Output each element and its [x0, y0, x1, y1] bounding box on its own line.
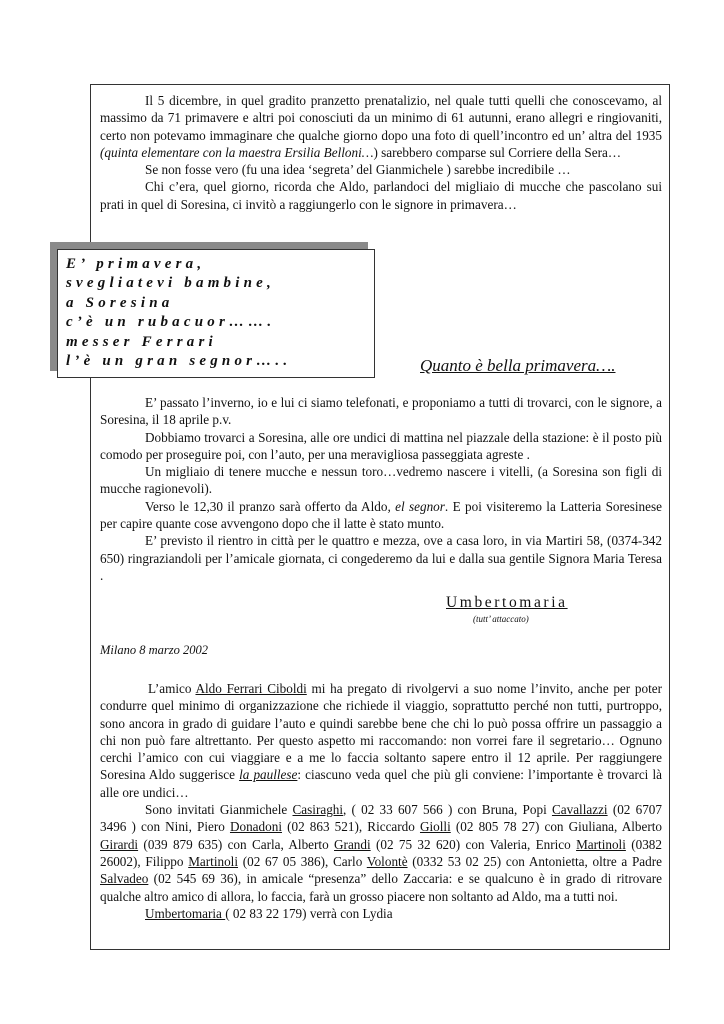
invite-paragraph-3: Un migliaio di tenere mucche e nessun toro…vedremo nascere i vitelli, (a Soresina son figli di mucche ragionevoli).: [100, 464, 662, 497]
invitee-text: (02 545 69 36), in amicale “presenza” dello Zaccaria: e se qualcuno è in grado di ritrovare qualche altro amico di allora, lo faccia, farà un grosso piacere non soltanto ad Aldo, ma a tutti noi.: [100, 871, 662, 904]
signature-note: (tutt’ attaccato): [473, 614, 529, 624]
signature: Umbertomaria: [446, 594, 568, 611]
poem-line: messer Ferrari: [66, 333, 217, 350]
invitee-surname: Martinoli: [576, 836, 626, 852]
invitee-surname: Cavallazzi: [551, 802, 608, 818]
invitee-text: (0332 53 02 25) con Antonietta, oltre a Padre: [407, 853, 662, 869]
intro-section: [100, 92, 662, 213]
poem-line: E’ primavera,: [66, 256, 206, 272]
letter-paragraph-1: L’amico Aldo Ferrari Ciboldi mi ha pregato di rivolgervi a suo nome l’invito, anche per poter condurre quel minimo di organizzazione che richiede il viaggio, soprattutto perché non tutti, purtroppo, sono ancora in grado di guidare l’auto e quindi sarebbe bene che chi lo può possa offrire un passaggio a chi non può fare altrettanto. Per questo aspetto mi raccomando: non vorrei fare il segretario… Ognuno cerchi l’amico con cui viaggiare e a me lo faccia soltanto sapere entro il 12 aprile. Per raggiungere Soresina Aldo suggerisce la paullese: ciascuno veda quel che più gli conviene: l’importante è trovarci là alle ore undici…: [100, 681, 663, 800]
invitee-text: (02 863 521), Riccardo: [281, 819, 420, 835]
poem-line: l’è un gran segnor…..: [66, 353, 292, 370]
invitee-surname: Giolli: [419, 819, 451, 835]
invite-paragraph-5: E’ previsto il rientro in città per le quattro e mezza, ove a casa loro, in via Martiri 58, (0374-342 650) ringraziandoli per l’amicale giornata, ci congederemo da lui e dalla sua gentile Signora Maria Teresa .: [100, 533, 662, 583]
poem-line: svegliatevi bambine,: [66, 275, 275, 292]
invitee-surname: Donadoni: [229, 819, 282, 835]
invitee-surname: Volontè: [366, 853, 408, 869]
invitee-surname: Salvadeo: [100, 871, 149, 887]
invitee-text: (02 805 78 27) con Giuliana, Alberto: [450, 819, 662, 835]
poem-box: [57, 249, 375, 378]
letter-section: [100, 680, 662, 922]
route-name: la paullese: [239, 767, 298, 783]
poem-line: c’è un rubacuor…….: [66, 314, 276, 331]
invite-paragraph-2: Dobbiamo trovarci a Soresina, alle ore undici di mattina nel piazzale della stazione: è il posto più comodo per proseguire poi, con l’auto, per una meravigliosa passeggiata agreste .: [100, 429, 662, 462]
closing-line: Umbertomaria ( 02 83 22 179) verrà con Lydia: [145, 905, 393, 921]
invitee-surname: Girardi: [100, 836, 139, 852]
invitee-surname: Martinoli: [188, 853, 239, 869]
poem-line: a Soresina: [66, 294, 174, 311]
host-name: Aldo Ferrari Ciboldi: [195, 681, 307, 696]
invitee-text: , ( 02 33 607 566 ) con Bruna, Popi: [343, 802, 552, 818]
letter-date: Milano 8 marzo 2002: [100, 643, 208, 657]
intro-paragraph-3: Chi c’era, quel giorno, ricorda che Aldo, parlandoci del migliaio di mucche che pascolano sui prati in quel di Soresina, ci invitò a raggiungerlo con le signore in primavera…: [100, 179, 662, 212]
intro-paragraph-2: Se non fosse vero (fu una idea ‘segreta’ del Gianmichele ) sarebbe incredibile …: [145, 162, 571, 178]
invitee-text: (02 6707 3496 ) con Nini, Piero: [100, 802, 662, 835]
invitee-surname: Grandi: [334, 836, 371, 852]
invite-paragraph-4: Verso le 12,30 il pranzo sarà offerto da Aldo, el segnor. E poi visiteremo la Latteria Soresinese per capire quante cose avvengono dopo che il latte è stato munto.: [100, 498, 662, 532]
invitee-surname: Casiraghi: [292, 802, 344, 818]
invitee-text: (0382 26002), Filippo: [100, 836, 662, 869]
invitees-paragraph: [100, 801, 662, 905]
invite-paragraph-1: E’ passato l’inverno, io e lui ci siamo telefonati, e proponiamo a tutti di trovarci, con le signore, a Soresina, il 18 aprile p.v.: [100, 395, 662, 428]
invitee-text: (02 75 32 620) con Valeria, Enrico: [370, 836, 577, 852]
signer-name: Umbertomaria: [145, 905, 226, 921]
invite-section: [100, 394, 662, 584]
invitee-text: Sono invitati Gianmichele: [145, 802, 293, 818]
invitee-text: (02 67 05 386), Carlo: [238, 853, 367, 869]
invitee-text: (039 879 635) con Carla, Alberto: [138, 836, 335, 852]
intro-paragraph-1: Il 5 dicembre, in quel gradito pranzetto prenatalizio, nel quale tutti quelli che conoscevamo, al massimo da 71 primavere e altri poi conosciuti da un minimo di 61 autunni, erano allegri e ringiovaniti, certo non potevamo immaginare che qualche giorno dopo una foto di quell’incontro ed un’ altra del 1935 (quinta elementare con la maestra Ersilia Belloni…) sarebbero comparse sul Corriere della Sera…: [100, 93, 662, 160]
section-heading: Quanto è bella primavera….: [420, 356, 616, 375]
